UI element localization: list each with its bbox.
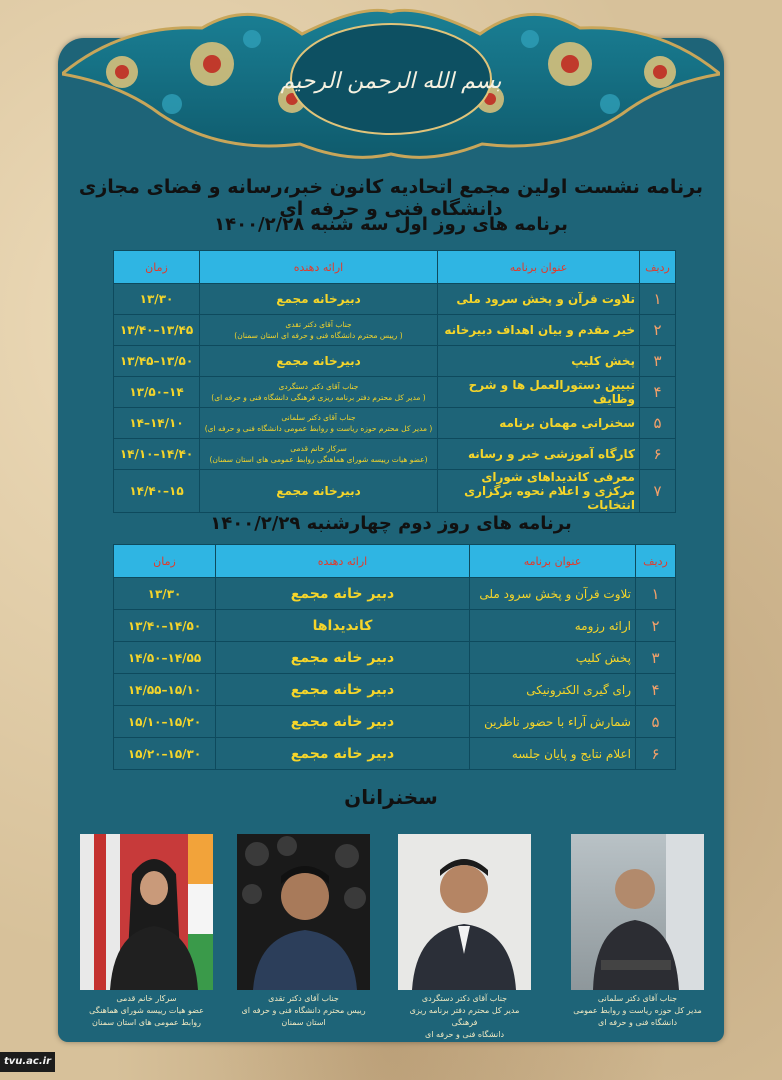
table-row: [114, 377, 676, 408]
speaker-name: جناب آقای دکتر سلمانی: [597, 994, 678, 1003]
speaker-caption: [80, 993, 213, 1029]
speaker-org: روابط عمومی های استان سمنان: [91, 1018, 202, 1027]
row-time: ۱۳/۳۰: [114, 284, 200, 315]
speaker-photo: [80, 834, 213, 990]
speaker-silhouette: [80, 834, 213, 990]
row-program: اعلام نتایج و پایان جلسه: [470, 738, 636, 770]
row-time: ۱۳/۳۰: [114, 578, 216, 610]
row-program: سخنرانی مهمان برنامه: [438, 408, 640, 439]
table-row: [114, 284, 676, 315]
speaker-silhouette: [237, 834, 370, 990]
header-time: زمان: [114, 251, 200, 284]
speaker-photo: [571, 834, 704, 990]
speaker-card: [237, 834, 370, 1029]
row-presenter: دبیر خانه مجمع: [216, 738, 470, 770]
row-program: شمارش آراء با حضور ناظرین: [470, 706, 636, 738]
presenter-role: ( رییس محترم دانشگاه فنی و حرفه ای استان سمنان): [234, 331, 403, 340]
speaker-silhouette: [571, 834, 704, 990]
row-time: ۱۳/۴۰–۱۳/۴۵: [114, 315, 200, 346]
speaker-caption: [398, 993, 531, 1041]
ornamental-header: [62, 4, 720, 164]
row-time: ۱۵/۱۰–۱۵/۲۰: [114, 706, 216, 738]
header-program: عنوان برنامه: [438, 251, 640, 284]
table-row: [114, 315, 676, 346]
speaker-name: جناب آقای دکتر دستگردی: [421, 994, 508, 1003]
day1-schedule-table: [113, 250, 676, 513]
presenter-name: جناب آقای دکتر دستگردی: [278, 382, 359, 391]
row-num: ۴: [636, 674, 676, 706]
table-row: [114, 578, 676, 610]
row-num: ۳: [640, 346, 676, 377]
row-num: ۱: [640, 284, 676, 315]
header-presenter: ارائه دهنده: [216, 545, 470, 578]
header-presenter: ارائه دهنده: [200, 251, 438, 284]
row-program: پخش کلیپ: [470, 642, 636, 674]
speaker-role: مدیر کل محترم دفتر برنامه ریزی فرهنگی: [409, 1006, 520, 1027]
speakers-title: سخنرانان: [344, 785, 438, 809]
day2-title: برنامه های روز دوم چهارشنبه ۱۴۰۰/۲/۲۹: [210, 513, 572, 534]
presenter-role: ( مدیر کل محترم دفتر برنامه ریزی فرهنگی دانشگاه فنی و حرفه ای): [211, 393, 426, 402]
calligraphy-text: بسم الله الرحمن الرحیم: [280, 69, 502, 94]
row-presenter: دبیر خانه مجمع: [216, 674, 470, 706]
main-title: برنامه نشست اولین مجمع اتحادیه کانون خبر،رسانه و فضای مجازی دانشگاه فنی و حرفه ای: [78, 176, 704, 220]
row-program: معرفی کاندیداهای شورای مرکزی و اعلام نحوه برگزاری انتخابات: [438, 470, 640, 513]
row-time: ۱۵/۲۰–۱۵/۳۰: [114, 738, 216, 770]
day2-schedule-table: [113, 544, 676, 770]
row-program: ارائه رزومه: [470, 610, 636, 642]
arabesque-ornament: [62, 4, 720, 164]
speaker-photo: [398, 834, 531, 990]
day1-title: برنامه های روز اول سه شنبه ۱۴۰۰/۲/۲۸: [214, 214, 568, 235]
row-presenter: [200, 377, 438, 408]
presenter-name: جناب آقای دکتر تقدی: [285, 320, 352, 329]
presenter-name: دبیرخانه مجمع: [276, 292, 361, 306]
row-time: ۱۴/۵۵–۱۵/۱۰: [114, 674, 216, 706]
table-row: [114, 408, 676, 439]
row-presenter: [200, 439, 438, 470]
row-presenter: [200, 284, 438, 315]
row-presenter: [200, 315, 438, 346]
speaker-org: دانشگاه فنی و حرفه ای: [597, 1018, 678, 1027]
header-num: ردیف: [636, 545, 676, 578]
speaker-role: عضو هیات رییسه شورای هماهنگی: [89, 1006, 204, 1015]
header-num: ردیف: [640, 251, 676, 284]
speaker-role: رییس محترم دانشگاه فنی و حرفه ای: [241, 1006, 366, 1015]
row-program: پخش کلیپ: [438, 346, 640, 377]
table-row: [114, 346, 676, 377]
row-presenter: [200, 470, 438, 513]
row-time: ۱۴/۴۰–۱۵: [114, 470, 200, 513]
table-row: [114, 738, 676, 770]
row-presenter: دبیر خانه مجمع: [216, 706, 470, 738]
row-presenter: [200, 408, 438, 439]
row-program: کارگاه آموزشی خبر و رسانه: [438, 439, 640, 470]
row-program: تلاوت قرآن و پخش سرود ملی: [470, 578, 636, 610]
speaker-card: [398, 834, 531, 1041]
row-time: ۱۳/۴۵–۱۳/۵۰: [114, 346, 200, 377]
speaker-photo: [237, 834, 370, 990]
tvu-logo[interactable]: tvu.ac.ir: [0, 1052, 55, 1072]
presenter-name: جناب آقای دکتر سلمانی: [281, 413, 356, 422]
speaker-caption: [237, 993, 370, 1029]
row-num: ۵: [636, 706, 676, 738]
table-header-row: [114, 251, 676, 284]
row-num: ۴: [640, 377, 676, 408]
table-row: [114, 706, 676, 738]
row-num: ۱: [636, 578, 676, 610]
speaker-card: [80, 834, 213, 1029]
row-program: تلاوت قرآن و پخش سرود ملی: [438, 284, 640, 315]
row-num: ۷: [640, 470, 676, 513]
speaker-caption: [571, 993, 704, 1029]
row-time: ۱۴–۱۴/۱۰: [114, 408, 200, 439]
row-num: ۶: [636, 738, 676, 770]
speaker-org: استان سمنان: [281, 1018, 326, 1027]
row-presenter: [200, 346, 438, 377]
row-num: ۶: [640, 439, 676, 470]
presenter-name: سرکار خانم قدمی: [290, 444, 347, 453]
presenter-role: ( مدیر کل محترم حوزه ریاست و روابط عمومی دانشگاه فنی و حرفه ای): [204, 424, 433, 433]
row-presenter: دبیر خانه مجمع: [216, 578, 470, 610]
row-time: ۱۴/۵۰–۱۴/۵۵: [114, 642, 216, 674]
row-program: خیر مقدم و بیان اهداف دبیرخانه: [438, 315, 640, 346]
header-program: عنوان برنامه: [470, 545, 636, 578]
table-row: [114, 674, 676, 706]
header-time: زمان: [114, 545, 216, 578]
table-row: [114, 470, 676, 513]
presenter-name: دبیرخانه مجمع: [276, 484, 361, 498]
table-row: [114, 642, 676, 674]
presenter-name: دبیرخانه مجمع: [276, 354, 361, 368]
presenter-role: (عضو هیات رییسه شورای هماهنگی روابط عمومی های استان سمنان): [209, 455, 428, 464]
row-num: ۲: [640, 315, 676, 346]
row-time: ۱۳/۵۰–۱۴: [114, 377, 200, 408]
speaker-silhouette: [398, 834, 531, 990]
row-num: ۳: [636, 642, 676, 674]
speaker-org: دانشگاه فنی و حرفه ای: [424, 1030, 505, 1039]
row-num: ۲: [636, 610, 676, 642]
table-row: [114, 439, 676, 470]
speaker-role: مدیر کل حوزه ریاست و روابط عمومی: [573, 1006, 702, 1015]
row-presenter: کاندیداها: [216, 610, 470, 642]
row-presenter: دبیر خانه مجمع: [216, 642, 470, 674]
table-row: [114, 610, 676, 642]
speaker-name: سرکار خانم قدمی: [116, 994, 177, 1003]
row-program: رای گیری الکترونیکی: [470, 674, 636, 706]
table-header-row: [114, 545, 676, 578]
row-time: ۱۴/۱۰–۱۴/۴۰: [114, 439, 200, 470]
row-time: ۱۳/۴۰–۱۴/۵۰: [114, 610, 216, 642]
speaker-name: جناب آقای دکتر تقدی: [268, 994, 339, 1003]
row-program: تبیین دستورالعمل ها و شرح وظایف: [438, 377, 640, 408]
speaker-card: [571, 834, 704, 1029]
row-num: ۵: [640, 408, 676, 439]
